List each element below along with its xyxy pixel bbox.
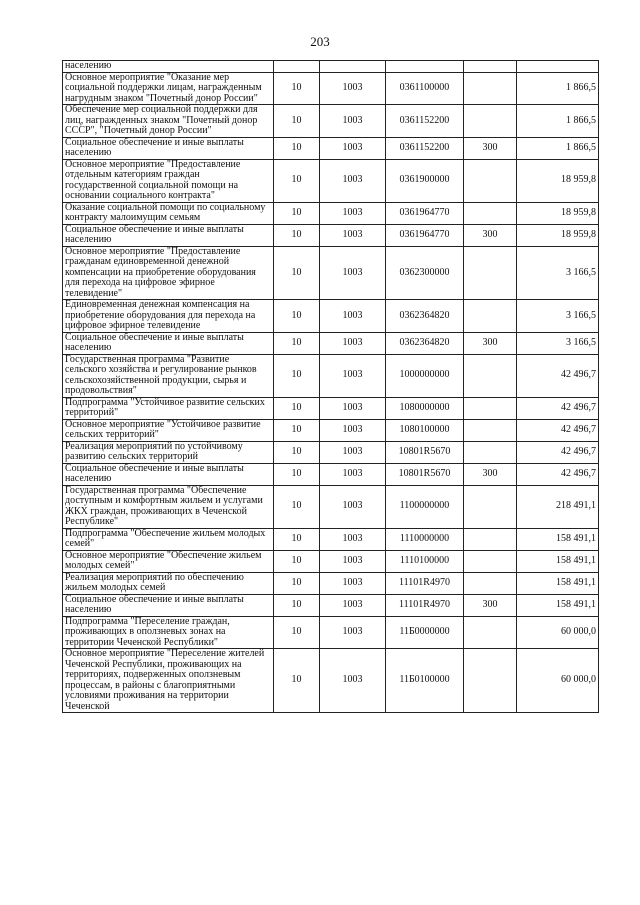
expense-type-cell: 300 [464,137,517,159]
expense-name-cell: Подпрограмма "Обеспечение жильем молодых семей" [63,528,274,550]
subsection-code-cell: 1003 [320,594,386,616]
target-article-cell [386,61,464,73]
amount-cell: 158 491,1 [517,594,599,616]
table-row [63,616,599,649]
table-row [63,300,599,333]
target-article-cell: 1110100000 [386,550,464,572]
expense-name-cell: Социальное обеспечение и иные выплаты населению [63,594,274,616]
amount-cell: 18 959,8 [517,224,599,246]
expense-name-cell: Реализация мероприятий по устойчивому развитию сельских территорий [63,441,274,463]
table-row [63,332,599,354]
expense-name-cell: Основное мероприятие "Предоставление гражданам единовременной денежной компенсации на приобретение оборудования для перехода на цифровое эфирное телевидение" [63,246,274,300]
table-row [63,159,599,202]
amount-cell: 3 166,5 [517,332,599,354]
expense-name-cell: Основное мероприятие "Переселение жителей Чеченской Республики, проживающих на территориях, подверженных оползневым процессам, в районы с благоприятными условиями проживания на территории Чеченской [63,649,274,713]
table-row [63,463,599,485]
subsection-code-cell: 1003 [320,419,386,441]
target-article-cell: 0361152200 [386,105,464,138]
amount-cell: 3 166,5 [517,246,599,300]
expense-type-cell [464,528,517,550]
table-row [63,572,599,594]
expense-type-cell [464,485,517,528]
target-article-cell: 1110000000 [386,528,464,550]
budget-table [62,60,599,713]
target-article-cell: 1080000000 [386,397,464,419]
expense-name-cell: Реализация мероприятий по обеспечению жильем молодых семей [63,572,274,594]
section-code-cell: 10 [274,300,320,333]
expense-name-cell: Социальное обеспечение и иные выплаты населению [63,332,274,354]
expense-type-cell: 300 [464,224,517,246]
expense-type-cell [464,61,517,73]
subsection-code-cell: 1003 [320,246,386,300]
subsection-code-cell: 1003 [320,441,386,463]
table-row [63,441,599,463]
page-number: 203 [310,34,330,49]
expense-name-cell: Социальное обеспечение и иные выплаты населению [63,137,274,159]
subsection-code-cell: 1003 [320,485,386,528]
subsection-code-cell: 1003 [320,354,386,397]
section-code-cell: 10 [274,332,320,354]
target-article-cell: 0362364820 [386,332,464,354]
table-row [63,224,599,246]
expense-name-cell: Подпрограмма "Устойчивое развитие сельских территорий" [63,397,274,419]
expense-type-cell [464,616,517,649]
section-code-cell: 10 [274,419,320,441]
section-code-cell [274,61,320,73]
section-code-cell: 10 [274,202,320,224]
section-code-cell: 10 [274,105,320,138]
expense-name-cell: Обеспечение мер социальной поддержки для лиц, награжденных знаком "Почетный донор СССР", "Почетный донор России" [63,105,274,138]
expense-name-cell: Единовременная денежная компенсация на приобретение оборудования для перехода на цифровое эфирное телевидение [63,300,274,333]
section-code-cell: 10 [274,246,320,300]
expense-name-cell: Подпрограмма "Переселение граждан, проживающих в оползневых зонах на территории Чеченской Республики" [63,616,274,649]
expense-name-cell: Основное мероприятие "Оказание мер социальной поддержки лицам, награжденным нагрудным знаком "Почетный донор России" [63,72,274,105]
subsection-code-cell: 1003 [320,137,386,159]
amount-cell: 42 496,7 [517,441,599,463]
subsection-code-cell: 1003 [320,224,386,246]
amount-cell: 42 496,7 [517,419,599,441]
table-row [63,246,599,300]
table-row [63,137,599,159]
amount-cell: 158 491,1 [517,528,599,550]
expense-type-cell [464,72,517,105]
expense-type-cell [464,159,517,202]
section-code-cell: 10 [274,354,320,397]
table-row [63,485,599,528]
section-code-cell: 10 [274,137,320,159]
target-article-cell: 1080100000 [386,419,464,441]
expense-type-cell: 300 [464,594,517,616]
target-article-cell: 0361152200 [386,137,464,159]
amount-cell: 60 000,0 [517,616,599,649]
subsection-code-cell: 1003 [320,616,386,649]
section-code-cell: 10 [274,594,320,616]
section-code-cell: 10 [274,224,320,246]
target-article-cell: 0361964770 [386,202,464,224]
expense-name-cell: Основное мероприятие "Обеспечение жильем молодых семей" [63,550,274,572]
section-code-cell: 10 [274,397,320,419]
expense-type-cell: 300 [464,332,517,354]
target-article-cell: 11101R4970 [386,594,464,616]
target-article-cell: 0361100000 [386,72,464,105]
section-code-cell: 10 [274,572,320,594]
table-row [63,105,599,138]
subsection-code-cell [320,61,386,73]
expense-type-cell [464,550,517,572]
target-article-cell: 0362364820 [386,300,464,333]
amount-cell: 3 166,5 [517,300,599,333]
budget-table-body [63,61,599,713]
table-row [63,354,599,397]
section-code-cell: 10 [274,72,320,105]
table-row [63,594,599,616]
expense-type-cell [464,441,517,463]
table-row [63,649,599,713]
subsection-code-cell: 1003 [320,463,386,485]
expense-name-cell: Основное мероприятие "Устойчивое развитие сельских территорий" [63,419,274,441]
subsection-code-cell: 1003 [320,332,386,354]
expense-type-cell [464,246,517,300]
amount-cell: 158 491,1 [517,572,599,594]
amount-cell: 42 496,7 [517,397,599,419]
expense-name-cell: Основное мероприятие "Предоставление отдельным категориям граждан государственной социальной помощи на основании социального контракта" [63,159,274,202]
amount-cell: 1 866,5 [517,137,599,159]
expense-type-cell [464,105,517,138]
expense-type-cell [464,397,517,419]
amount-cell: 218 491,1 [517,485,599,528]
target-article-cell: 11101R4970 [386,572,464,594]
section-code-cell: 10 [274,550,320,572]
subsection-code-cell: 1003 [320,649,386,713]
expense-type-cell [464,419,517,441]
table-row [63,419,599,441]
amount-cell: 42 496,7 [517,463,599,485]
expense-name-cell: Оказание социальной помощи по социальному контракту малоимущим семьям [63,202,274,224]
expense-type-cell [464,354,517,397]
target-article-cell: 0361900000 [386,159,464,202]
target-article-cell: 0361964770 [386,224,464,246]
section-code-cell: 10 [274,463,320,485]
expense-type-cell [464,572,517,594]
expense-name-cell: Государственная программа "Обеспечение доступным и комфортным жильем и услугами ЖКХ граждан, проживающих в Чеченской Республике" [63,485,274,528]
amount-cell: 1 866,5 [517,105,599,138]
amount-cell: 42 496,7 [517,354,599,397]
section-code-cell: 10 [274,159,320,202]
target-article-cell: 0362300000 [386,246,464,300]
subsection-code-cell: 1003 [320,300,386,333]
subsection-code-cell: 1003 [320,528,386,550]
expense-type-cell [464,649,517,713]
subsection-code-cell: 1003 [320,159,386,202]
amount-cell: 18 959,8 [517,159,599,202]
target-article-cell: 1100000000 [386,485,464,528]
expense-type-cell [464,202,517,224]
subsection-code-cell: 1003 [320,202,386,224]
section-code-cell: 10 [274,528,320,550]
expense-name-cell: Государственная программа "Развитие сельского хозяйства и регулирование рынков сельскохозяйственной продукции, сырья и продовольствия" [63,354,274,397]
table-row [63,202,599,224]
amount-cell: 18 959,8 [517,202,599,224]
table-row [63,72,599,105]
target-article-cell: 10801R5670 [386,441,464,463]
target-article-cell: 1000000000 [386,354,464,397]
table-row [63,397,599,419]
subsection-code-cell: 1003 [320,397,386,419]
table-row [63,550,599,572]
amount-cell [517,61,599,73]
target-article-cell: 11Б0100000 [386,649,464,713]
table-row [63,61,599,73]
subsection-code-cell: 1003 [320,72,386,105]
expense-name-cell: Социальное обеспечение и иные выплаты населению [63,463,274,485]
target-article-cell: 10801R5670 [386,463,464,485]
section-code-cell: 10 [274,616,320,649]
table-row [63,528,599,550]
subsection-code-cell: 1003 [320,572,386,594]
section-code-cell: 10 [274,485,320,528]
amount-cell: 60 000,0 [517,649,599,713]
amount-cell: 1 866,5 [517,72,599,105]
target-article-cell: 11Б0000000 [386,616,464,649]
expense-type-cell: 300 [464,463,517,485]
section-code-cell: 10 [274,441,320,463]
expense-name-cell: Социальное обеспечение и иные выплаты населению [63,224,274,246]
expense-type-cell [464,300,517,333]
amount-cell: 158 491,1 [517,550,599,572]
subsection-code-cell: 1003 [320,105,386,138]
section-code-cell: 10 [274,649,320,713]
expense-name-cell: населению [63,61,274,73]
subsection-code-cell: 1003 [320,550,386,572]
